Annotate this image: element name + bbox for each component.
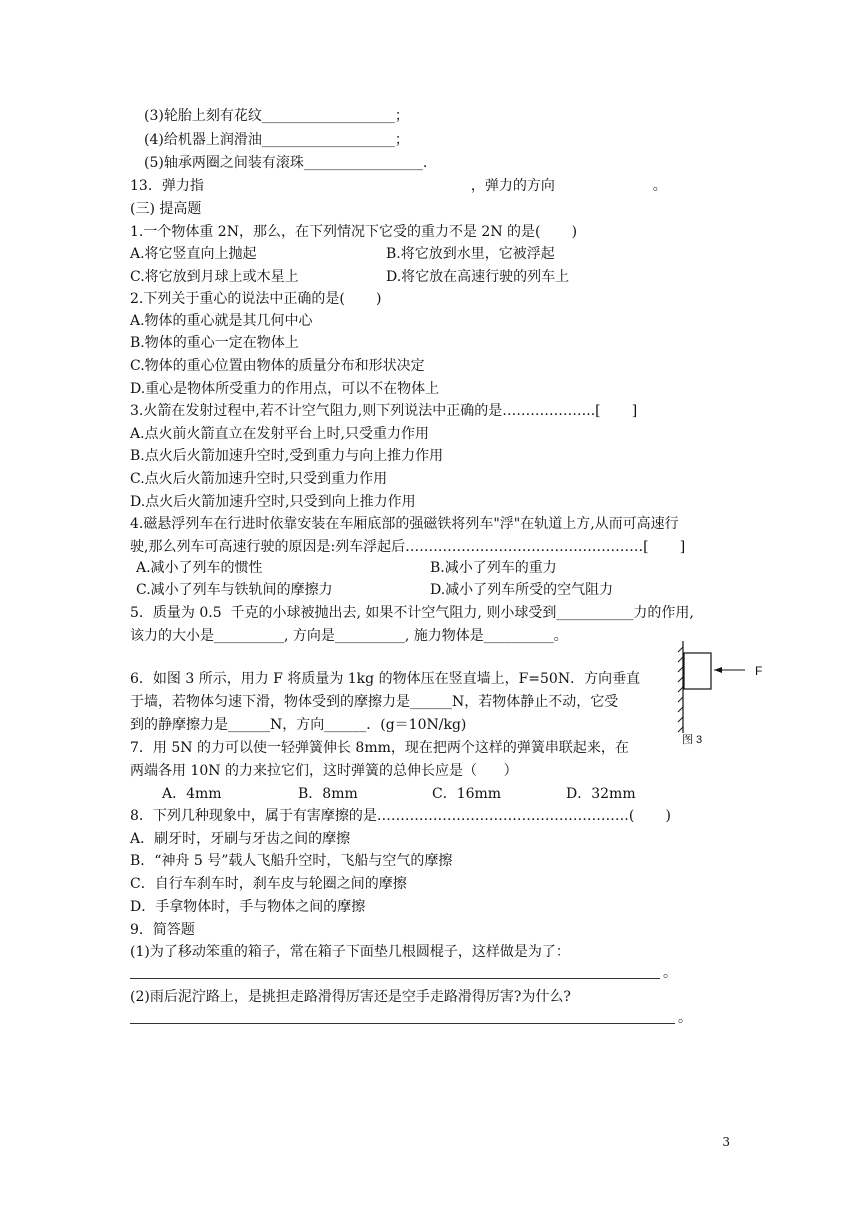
question-6: 6．如图 3 所示，用力 F 将质量为 1kg 的物体压在竖直墙上，F=50N．方向垂直 <box>130 671 641 687</box>
question-4: 4.磁悬浮列车在行进时依靠安装在车厢底部的强磁铁将列车"浮"在轨道上方,从而可高速行 <box>130 516 679 532</box>
q4-option-b: B.减小了列车的重力 <box>430 560 557 576</box>
answer-line-end: 。 <box>663 965 677 981</box>
question-4-cont: 驶,那么列车可高速行驶的原因是:列车浮起后……………………………………………[ ] <box>130 539 686 555</box>
question-5: 5．质量为 0.5 千克的小球被抛出去, 如果不计空气阻力, 则小球受到___________力的作用, <box>130 605 694 621</box>
question-8: 8．下列几种现象中，属于有害摩擦的是………………………………………………( ) <box>130 808 671 824</box>
question-2: 2.下列关于重心的说法中正确的是( ) <box>130 291 382 307</box>
q2-option-a: A.物体的重心就是其几何中心 <box>130 313 313 329</box>
q8-option-a: A．刷牙时，牙刷与牙齿之间的摩擦 <box>130 831 351 847</box>
q4-option-c: C.减小了列车与铁轨间的摩擦力 <box>136 582 333 598</box>
question-9-part-1: (1)为了移动笨重的箱子，常在箱子下面垫几根圆棍子，这样做是为了： <box>130 944 570 960</box>
answer-line <box>130 1023 675 1024</box>
q4-option-d: D.减小了列车所受的空气阻力 <box>430 582 614 598</box>
text-line: (4)给机器上润滑油___________________； <box>144 132 409 148</box>
figure-3 <box>672 637 772 747</box>
q1-option-d: D.将它放在高速行驶的列车上 <box>386 269 570 285</box>
q3-option-c: C.点火后火箭加速升空时,只受到重力作用 <box>130 471 388 487</box>
q7-option-d: D．32mm <box>566 786 636 802</box>
q2-option-d: D.重心是物体所受重力的作用点，可以不在物体上 <box>130 381 440 397</box>
q8-option-c: C．自行车刹车时，刹车皮与轮圈之间的摩擦 <box>130 876 407 892</box>
answer-line-end: 。 <box>678 1010 692 1026</box>
force-label: F <box>755 664 763 678</box>
q4-option-a: A.减小了列车的惯性 <box>136 560 263 576</box>
page-number: 3 <box>722 1135 730 1149</box>
q8-option-b: B．“神舟 5 号”载人飞船升空时，飞船与空气的摩擦 <box>130 853 453 869</box>
q7-option-a: A．4mm <box>162 786 222 802</box>
q1-option-c: C.将它放到月球上或木星上 <box>130 269 299 285</box>
section-heading: (三) 提高题 <box>130 201 202 217</box>
question-3: 3.火箭在发射过程中,若不计空气阻力,则下列说法中正确的是………………..[ ] <box>130 403 638 419</box>
q1-option-b: B.将它放到水里，它被浮起 <box>386 246 555 262</box>
q8-option-d: D．手拿物体时，手与物体之间的摩擦 <box>130 899 366 915</box>
wall-force-diagram <box>672 637 772 747</box>
question-13: 13．弹力指 ，弹力的方向 。 <box>130 178 667 194</box>
question-6-cont2: 到的静摩擦力是______N，方向______．(g＝10N/kg) <box>130 717 467 733</box>
q7-option-c: C．16mm <box>432 786 502 802</box>
q7-option-b: B．8mm <box>298 786 358 802</box>
q3-option-b: B.点火后火箭加速升空时,受到重力与向上推力作用 <box>130 448 444 464</box>
question-7-cont: 两端各用 10N 的力来拉它们，这时弹簧的总伸长应是（ ） <box>130 763 518 779</box>
question-9: 9．简答题 <box>130 922 195 938</box>
q2-option-b: B.物体的重心一定在物体上 <box>130 335 299 351</box>
q3-option-a: A.点火前火箭直立在发射平台上时,只受重力作用 <box>130 426 430 442</box>
text-line: (3)轮胎上刻有花纹___________________； <box>144 108 409 124</box>
text-line: (5)轴承两圈之间装有滚珠_________________. <box>144 155 428 171</box>
q1-option-a: A.将它竖直向上抛起 <box>130 246 257 262</box>
question-1: 1.一个物体重 2N，那么，在下列情况下它受的重力不是 2N 的是( ) <box>130 224 578 240</box>
question-5-cont: 该力的大小是__________, 方向是__________, 施力物体是__________。 <box>130 628 568 644</box>
answer-line <box>130 978 660 979</box>
question-7: 7．用 5N 的力可以使一轻弹簧伸长 8mm，现在把两个这样的弹簧串联起来，在 <box>130 740 629 756</box>
question-9-part-2: (2)雨后泥泞路上，是挑担走路滑得厉害还是空手走路滑得厉害?为什么? <box>130 989 571 1005</box>
q3-option-d: D.点火后火箭加速升空时,只受到向上推力作用 <box>130 494 416 510</box>
question-6-cont: 于墙，若物体匀速下滑，物体受到的摩擦力是______N，若物体静止不动，它受 <box>130 694 619 710</box>
q2-option-c: C.物体的重心位置由物体的质量分布和形状决定 <box>130 358 425 374</box>
figure-caption: 图 3 <box>682 734 703 746</box>
